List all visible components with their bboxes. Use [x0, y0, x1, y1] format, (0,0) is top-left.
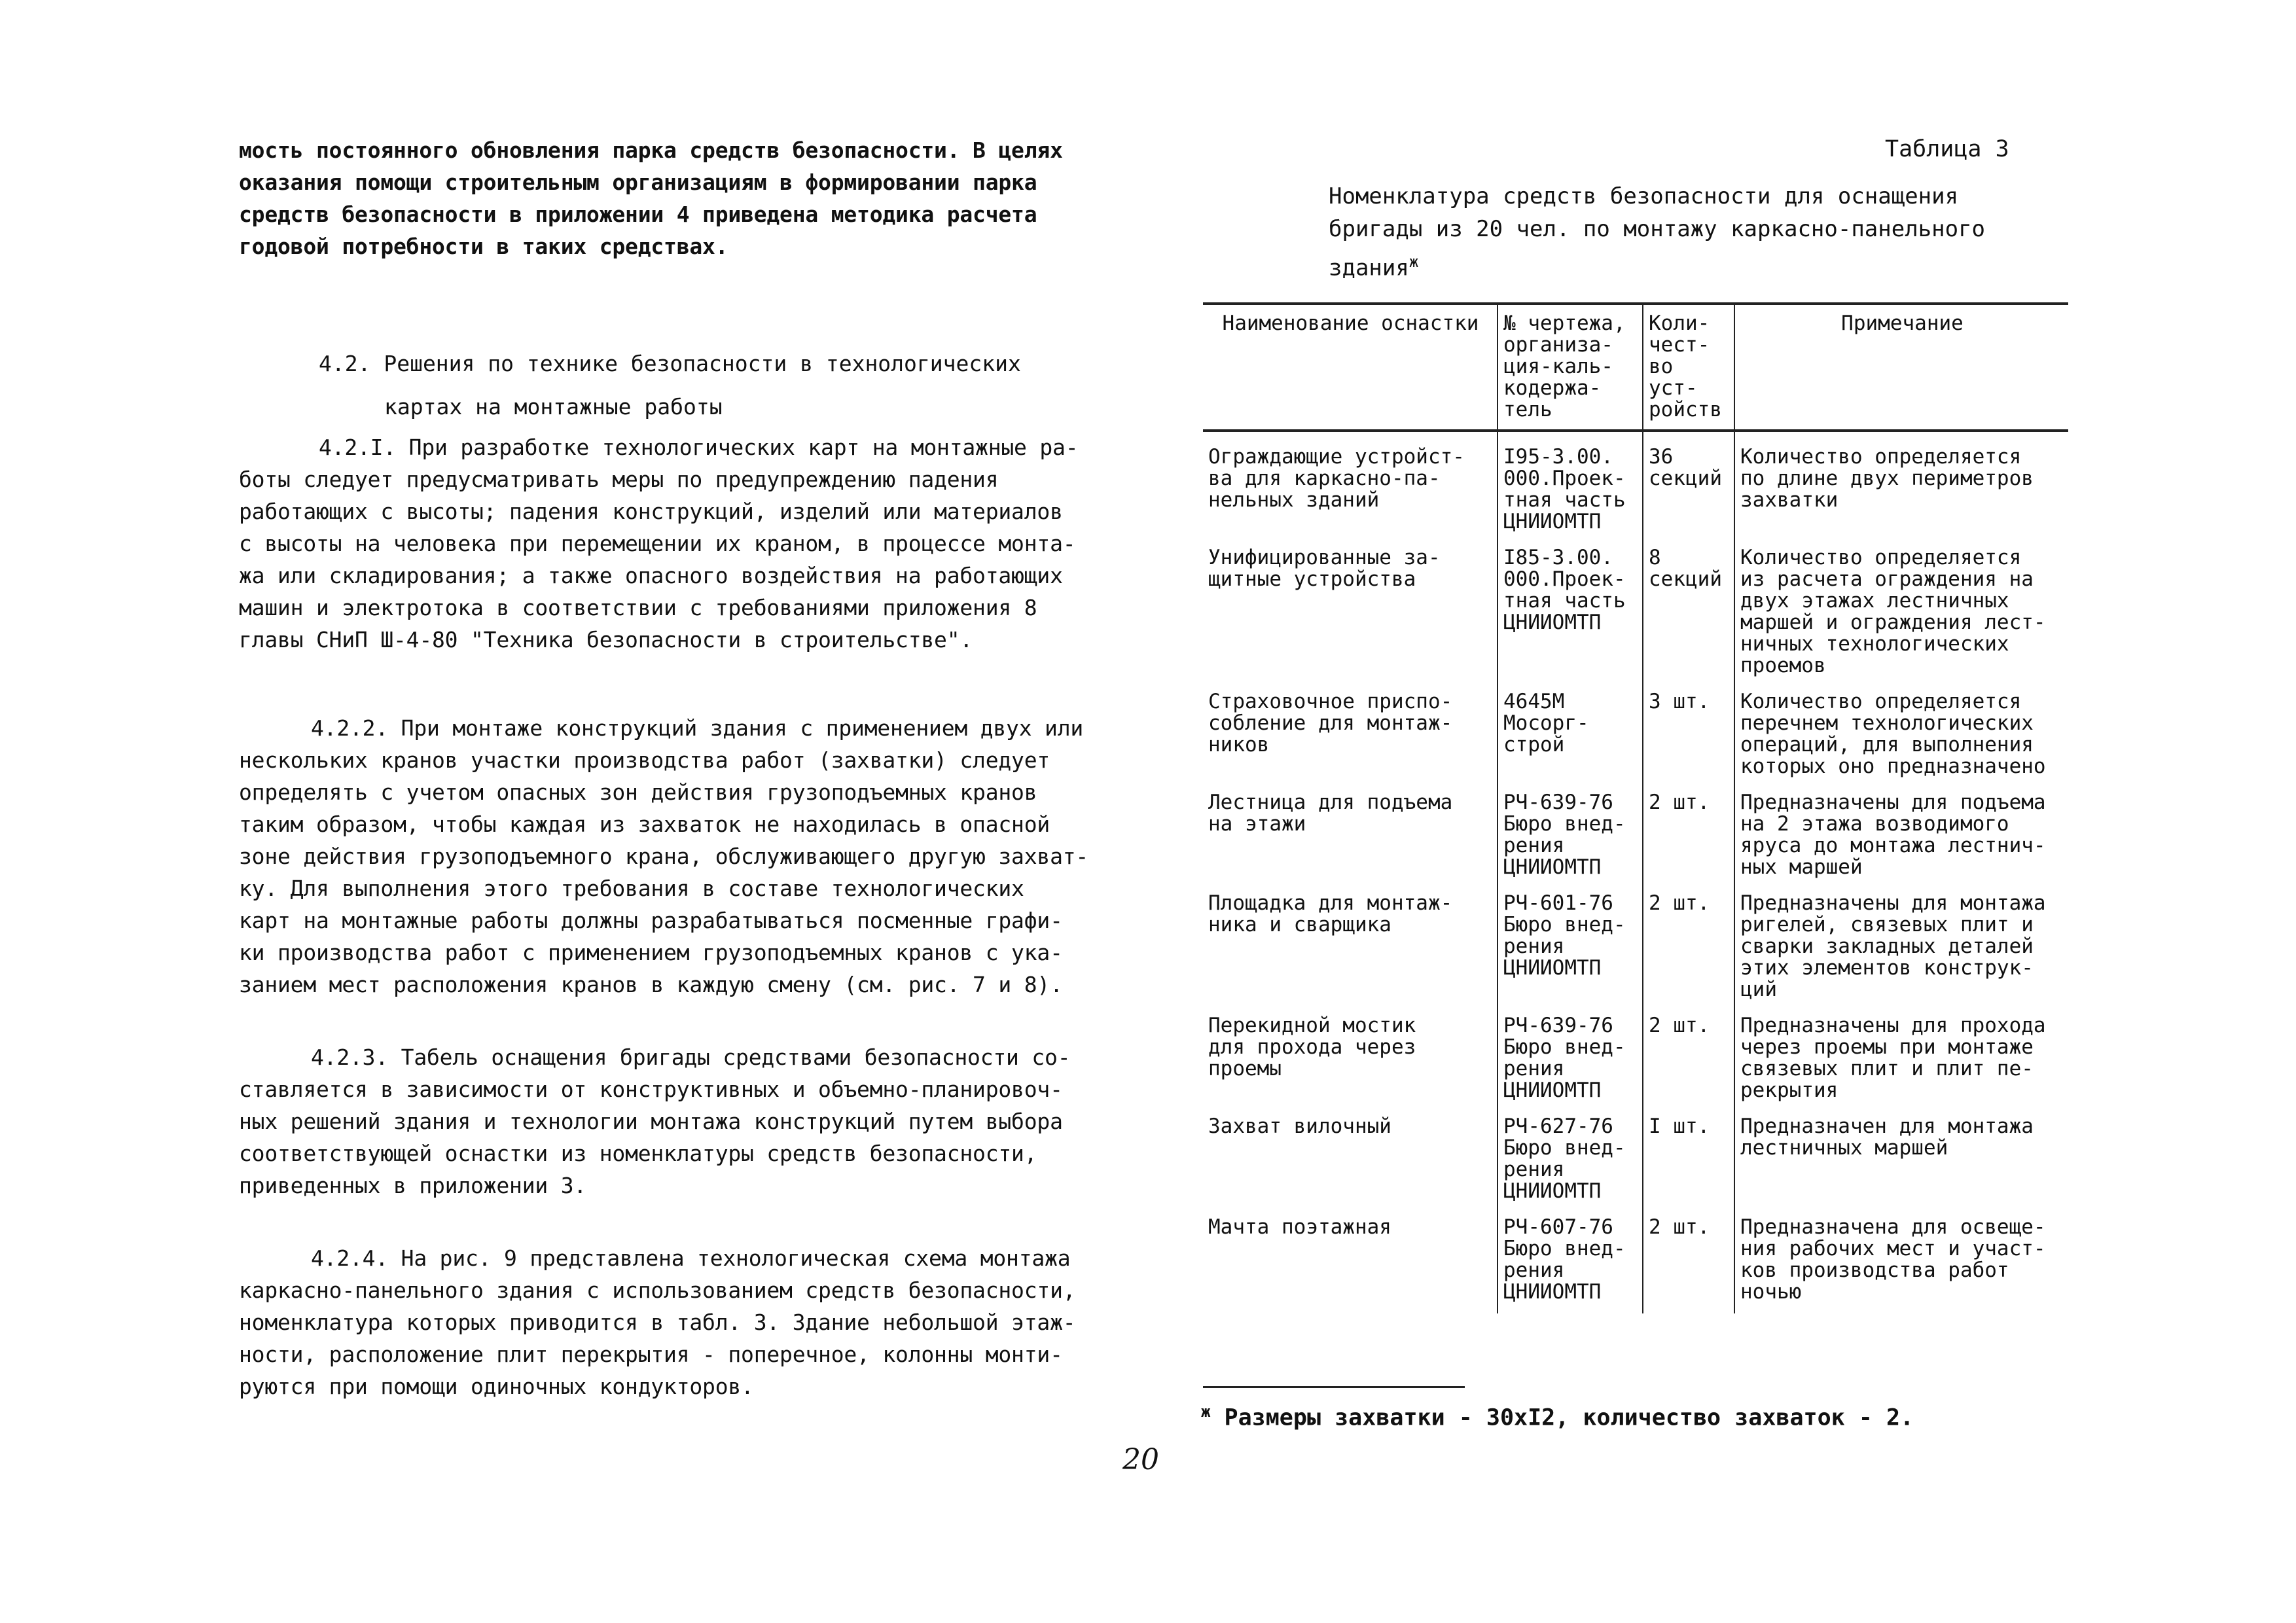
cell-name-line: Площадка для монтаж-	[1208, 891, 1453, 915]
cell-note-line: маршей и ограждения лест-	[1740, 611, 2046, 634]
cell-note-line: ций	[1740, 978, 1777, 1001]
lead-line: средств безопасности в приложении 4 приведена методика расчета	[239, 202, 1037, 227]
footnote-text: Размеры захватки - 30хI2, количество захваток - 2.	[1210, 1404, 1914, 1431]
header-drawing-line: организа-	[1503, 333, 1613, 357]
cell-drawing-line: Бюро внед-	[1503, 812, 1626, 836]
p421-line: с высоты на человека при перемещении их краном, в процессе монта-	[239, 531, 1076, 556]
p423-line: приведенных в приложении 3.	[239, 1173, 587, 1198]
cell-drawing-line: I85-3.00.	[1503, 546, 1613, 569]
cell-drawing-line: рения	[1503, 935, 1565, 958]
cell-note-line: Предназначен для монтажа	[1740, 1115, 2034, 1138]
cell-drawing	[1498, 1213, 1643, 1313]
cell-name-line: Мачта поэтажная	[1208, 1215, 1391, 1239]
header-qty-line: во	[1649, 355, 1674, 378]
table-row	[1203, 788, 2068, 889]
cell-note	[1734, 1011, 2068, 1112]
cell-note-line: яруса до монтажа лестнич-	[1740, 834, 2046, 857]
table-row	[1203, 431, 2068, 543]
cell-drawing-line: Бюро внед-	[1503, 1136, 1626, 1160]
p424-line: каркасно-панельного здания с использованием средств безопасности,	[239, 1277, 1076, 1303]
cell-name-line: Лестница для подъема	[1208, 791, 1453, 814]
cell-note-line: проемов	[1740, 654, 1826, 677]
cell-qty	[1643, 1011, 1734, 1112]
cell-drawing	[1498, 1112, 1643, 1213]
p424-line: ности, расположение плит перекрытия - поперечное, колонны монти-	[239, 1342, 1063, 1367]
cell-name-line: собление для монтаж-	[1208, 711, 1453, 735]
cell-drawing	[1498, 687, 1643, 788]
cell-drawing-line: РЧ-639-76	[1503, 1014, 1613, 1037]
table-header-row	[1203, 304, 2068, 431]
lead-line: годовой потребности в таких средствах.	[239, 234, 728, 259]
paragraph-4-2-3	[239, 1041, 1136, 1202]
cell-name	[1203, 1213, 1498, 1313]
cell-qty	[1643, 431, 1734, 543]
cell-name-line: ников	[1208, 733, 1270, 757]
cell-drawing-line: ЦНИИОМТП	[1503, 956, 1602, 980]
cell-qty-line: секций	[1649, 567, 1722, 591]
cell-drawing-line: РЧ-601-76	[1503, 891, 1613, 915]
left-column	[239, 134, 1136, 1402]
lead-line: мость постоянного обновления парка средств безопасности. В целях	[239, 137, 1063, 163]
paragraph-4-2-4	[239, 1242, 1136, 1402]
table-row	[1203, 543, 2068, 687]
p422-line: карт на монтажные работы должны разрабатываться посменные графи-	[239, 908, 1063, 933]
cell-name	[1203, 687, 1498, 788]
cell-qty-line: 2 шт.	[1649, 891, 1710, 915]
cell-note-line: ков производства работ	[1740, 1258, 2009, 1282]
cell-drawing-line: тная часть	[1503, 488, 1626, 512]
page-number: 20	[1122, 1443, 1159, 1476]
lead-paragraph	[239, 134, 1136, 262]
p421-line: жа или складирования; а также опасного воздействия на работающих	[239, 563, 1063, 588]
p423-line: ных решений здания и технологии монтажа конструкций путем выбора	[239, 1109, 1063, 1134]
cell-drawing-line: ЦНИИОМТП	[1503, 1079, 1602, 1102]
table-row	[1203, 1011, 2068, 1112]
cell-drawing-line: тная часть	[1503, 589, 1626, 613]
cell-note-line: операций, для выполнения	[1740, 733, 2034, 757]
cell-qty	[1643, 889, 1734, 1011]
cell-drawing-line: РЧ-639-76	[1503, 791, 1613, 814]
footnote-rule	[1203, 1386, 1465, 1388]
section-heading-line-1: 4.2. Решения по технике безопасности в технологических	[319, 351, 1021, 376]
p422-line: зоне действия грузоподъемного крана, обслуживающего другую захват-	[239, 844, 1089, 869]
caption-line-3-text: здания	[1329, 255, 1409, 281]
cell-drawing-line: строй	[1503, 733, 1565, 757]
cell-drawing	[1498, 788, 1643, 889]
cell-drawing-line: ЦНИИОМТП	[1503, 611, 1602, 634]
cell-note	[1734, 687, 2068, 788]
cell-note-line: сварки закладных деталей	[1740, 935, 2034, 958]
cell-qty	[1643, 788, 1734, 889]
cell-note-line: ригелей, связевых плит и	[1740, 913, 2034, 936]
cell-qty	[1643, 687, 1734, 788]
header-qty	[1643, 304, 1734, 431]
header-qty-line: чест-	[1649, 333, 1710, 357]
cell-qty-line: 36	[1649, 445, 1674, 469]
cell-note-line: Количество определяется	[1740, 690, 2022, 713]
p422-line: ку. Для выполнения этого требования в составе технологических	[239, 876, 1024, 901]
cell-drawing-line: 4645М	[1503, 690, 1565, 713]
caption-line-2: бригады из 20 чел. по монтажу каркасно-панельного	[1329, 216, 1986, 242]
p421-line: 4.2.I. При разработке технологических карт на монтажные ра-	[319, 435, 1079, 460]
table-row	[1203, 687, 2068, 788]
cell-note-line: на 2 этажа возводимого	[1740, 812, 2009, 836]
cell-name	[1203, 1011, 1498, 1112]
p422-line: нескольких кранов участки производства работ (захватки) следует	[239, 747, 1050, 773]
cell-name-line: Захват вилочный	[1208, 1115, 1391, 1138]
footnote-mark: ж	[1201, 1402, 1211, 1421]
cell-drawing-line: РЧ-607-76	[1503, 1215, 1613, 1239]
cell-note-line: ничных технологических	[1740, 632, 2009, 656]
cell-qty	[1643, 1112, 1734, 1213]
section-heading-4-2	[239, 342, 1136, 429]
p423-line: ставляется в зависимости от конструктивных и объемно-планировоч-	[239, 1077, 1063, 1102]
cell-note-line: через проемы при монтаже	[1740, 1035, 2034, 1059]
table-caption	[1329, 180, 2101, 284]
cell-note-line: лестничных маршей	[1740, 1136, 1948, 1160]
cell-drawing-line: I95-3.00.	[1503, 445, 1613, 469]
cell-note-line: связевых плит и плит пе-	[1740, 1057, 2034, 1080]
cell-drawing-line: рения	[1503, 1057, 1565, 1080]
p422-line: занием мест расположения кранов в каждую смену (см. рис. 7 и 8).	[239, 972, 1063, 997]
cell-note-line: перечнем технологических	[1740, 711, 2034, 735]
cell-note-line: двух этажах лестничных	[1740, 589, 2009, 613]
p424-line: 4.2.4. На рис. 9 представлена технологическая схема монтажа	[311, 1245, 1071, 1271]
cell-drawing-line: Бюро внед-	[1503, 1035, 1626, 1059]
header-drawing	[1498, 304, 1643, 431]
header-qty-line: ройств	[1649, 398, 1722, 421]
cell-note-line: из расчета ограждения на	[1740, 567, 2034, 591]
nomenclature-table-wrap	[1203, 302, 2068, 1313]
table-row	[1203, 889, 2068, 1011]
cell-name-line: Унифицированные за-	[1208, 546, 1441, 569]
cell-drawing-line: ЦНИИОМТП	[1503, 1280, 1602, 1304]
cell-qty-line: 2 шт.	[1649, 1014, 1710, 1037]
cell-name-line: для прохода через	[1208, 1035, 1416, 1059]
header-qty-line: Коли-	[1649, 312, 1710, 335]
cell-qty-line: 3 шт.	[1649, 690, 1710, 713]
lead-line: оказания помощи строительным организациям в формировании парка	[239, 169, 1037, 195]
p424-line: руются при помощи одиночных кондукторов.	[239, 1374, 754, 1399]
table-label: Таблица 3	[1885, 136, 2009, 162]
cell-note-line: Количество определяется	[1740, 445, 2022, 469]
cell-qty-line: 2 шт.	[1649, 1215, 1710, 1239]
caption-line-3	[1329, 245, 2101, 284]
cell-note-line: Предназначена для освеще-	[1740, 1215, 2046, 1239]
cell-qty-line: 2 шт.	[1649, 791, 1710, 814]
cell-drawing-line: ЦНИИОМТП	[1503, 855, 1602, 879]
cell-name	[1203, 431, 1498, 543]
cell-name	[1203, 788, 1498, 889]
paragraph-4-2-2	[239, 712, 1136, 1001]
cell-name-line: Страховочное приспо-	[1208, 690, 1453, 713]
cell-drawing	[1498, 889, 1643, 1011]
p422-line: 4.2.2. При монтаже конструкций здания с применением двух или	[311, 715, 1084, 741]
p421-line: машин и электротока в соответствии с требованиями приложения 8	[239, 595, 1037, 620]
cell-drawing	[1498, 431, 1643, 543]
cell-note-line: Количество определяется	[1740, 546, 2022, 569]
cell-note	[1734, 788, 2068, 889]
cell-drawing-line: Мосорг-	[1503, 711, 1589, 735]
cell-drawing	[1498, 543, 1643, 687]
cell-drawing	[1498, 1011, 1643, 1112]
header-drawing-line: кодержа-	[1503, 376, 1602, 400]
cell-note-line: захватки	[1740, 488, 1839, 512]
cell-qty	[1643, 543, 1734, 687]
table-body	[1203, 431, 2068, 1313]
cell-drawing-line: ЦНИИОМТП	[1503, 510, 1602, 533]
cell-note-line: ния рабочих мест и участ-	[1740, 1237, 2046, 1260]
cell-name	[1203, 889, 1498, 1011]
cell-note	[1734, 1213, 2068, 1313]
header-drawing-line: ция-каль-	[1503, 355, 1613, 378]
footnote	[1201, 1402, 1914, 1431]
table-row	[1203, 1112, 2068, 1213]
section-heading-line-2: картах на монтажные работы	[384, 394, 723, 419]
cell-note-line: рекрытия	[1740, 1079, 1839, 1102]
p422-line: таким образом, чтобы каждая из захваток не находилась в опасной	[239, 812, 1050, 837]
nomenclature-table	[1203, 302, 2068, 1313]
p421-line: боты следует предусматривать меры по предупреждению падения	[239, 467, 999, 492]
p422-line: ки производства работ с применением грузоподъемных кранов с ука-	[239, 940, 1063, 965]
cell-name	[1203, 543, 1498, 687]
cell-note	[1734, 543, 2068, 687]
cell-name-line: щитные устройства	[1208, 567, 1416, 591]
cell-qty-line: I шт.	[1649, 1115, 1710, 1138]
cell-note-line: этих элементов конструк-	[1740, 956, 2034, 980]
cell-note-line: Предназначены для монтажа	[1740, 891, 2046, 915]
cell-note-line: по длине двух периметров	[1740, 467, 2034, 490]
cell-drawing-line: рения	[1503, 1258, 1565, 1282]
header-drawing-line: тель	[1503, 398, 1552, 421]
cell-drawing-line: Бюро внед-	[1503, 913, 1626, 936]
caption-line-1: Номенклатура средств безопасности для оснащения	[1329, 183, 1959, 209]
header-name: Наименование оснастки	[1222, 312, 1479, 335]
cell-note	[1734, 1112, 2068, 1213]
header-note: Примечание	[1734, 304, 2068, 431]
caption-footnote-mark: ж	[1408, 253, 1419, 271]
cell-note	[1734, 431, 2068, 543]
cell-name-line: нельных зданий	[1208, 488, 1380, 512]
cell-note	[1734, 889, 2068, 1011]
header-drawing-line: № чертежа,	[1503, 312, 1626, 335]
cell-note-line: Предназначены для подъема	[1740, 791, 2046, 814]
header-qty-line: уст-	[1649, 376, 1698, 400]
p424-line: номенклатура которых приводится в табл. 3. Здание небольшой этаж-	[239, 1310, 1076, 1335]
p423-line: 4.2.3. Табель оснащения бригады средствами безопасности со-	[311, 1044, 1071, 1070]
p423-line: соответствующей оснастки из номенклатуры средств безопасности,	[239, 1141, 1037, 1166]
cell-note-line: которых оно предназначено	[1740, 755, 2046, 778]
cell-drawing-line: рения	[1503, 1158, 1565, 1181]
cell-drawing-line: Бюро внед-	[1503, 1237, 1626, 1260]
table-row	[1203, 1213, 2068, 1313]
cell-drawing-line: ЦНИИОМТП	[1503, 1179, 1602, 1203]
p422-line: определять с учетом опасных зон действия грузоподъемных кранов	[239, 779, 1037, 805]
cell-note-line: ных маршей	[1740, 855, 1863, 879]
cell-qty	[1643, 1213, 1734, 1313]
cell-name-line: на этажи	[1208, 812, 1306, 836]
cell-note-line: ночью	[1740, 1280, 1802, 1304]
cell-qty-line: 8	[1649, 546, 1661, 569]
cell-name	[1203, 1112, 1498, 1213]
paragraph-4-2-1	[239, 431, 1136, 656]
cell-drawing-line: 000.Проек-	[1503, 567, 1626, 591]
cell-name-line: Ограждающие устройст-	[1208, 445, 1465, 469]
cell-name-line: ва для каркасно-па-	[1208, 467, 1441, 490]
cell-drawing-line: РЧ-627-76	[1503, 1115, 1613, 1138]
cell-name-line: проемы	[1208, 1057, 1282, 1080]
p421-line: главы СНиП Ш-4-80 "Техника безопасности в строительстве".	[239, 627, 973, 652]
cell-name-line: ника и сварщика	[1208, 913, 1391, 936]
cell-name-line: Перекидной мостик	[1208, 1014, 1416, 1037]
cell-note-line: Предназначены для прохода	[1740, 1014, 2046, 1037]
cell-drawing-line: 000.Проек-	[1503, 467, 1626, 490]
cell-qty-line: секций	[1649, 467, 1722, 490]
cell-drawing-line: рения	[1503, 834, 1565, 857]
p421-line: работающих с высоты; падения конструкций, изделий или материалов	[239, 499, 1063, 524]
